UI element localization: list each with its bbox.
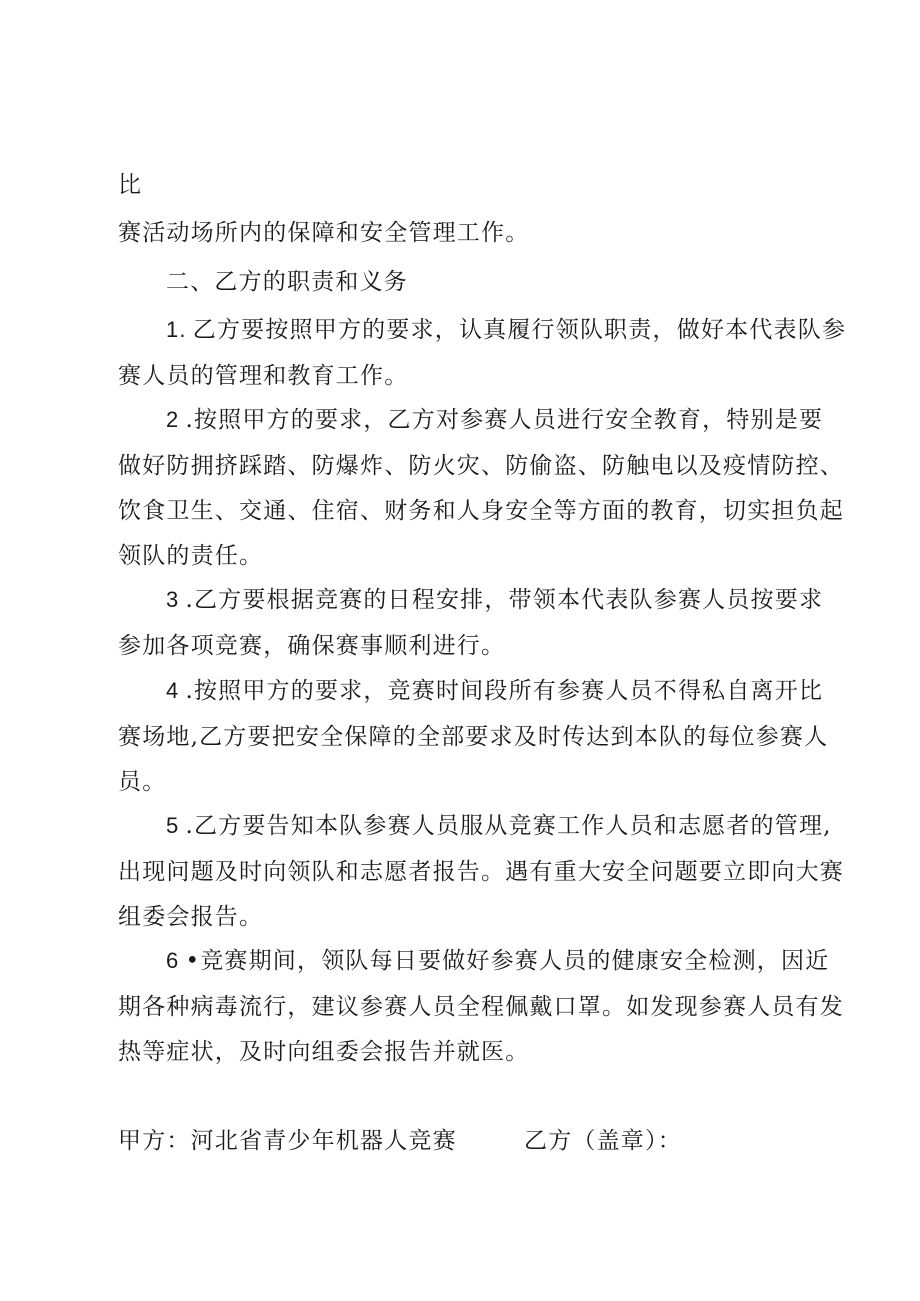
item-1-line-2: 赛人员的管理和教育工作。	[118, 363, 409, 389]
item-number: 5	[166, 813, 180, 838]
item-4-line-1	[166, 676, 823, 706]
item-5-line-2: 出现问题及时向领队和志愿者报告。遇有重大安全问题要立即向大赛	[118, 859, 844, 885]
item-2-line-4: 领队的责任。	[118, 543, 264, 569]
item-number: 4	[166, 678, 180, 703]
item-3-line-2: 参加各项竞赛，确保赛事顺利进行。	[118, 633, 506, 659]
item-text: .乙方要告知本队参赛人员服从竞赛工作人员和志愿者的管理,	[185, 813, 832, 839]
item-6-line-1	[166, 946, 829, 976]
item-number: 3	[166, 587, 180, 612]
item-6-line-3: 热等症状，及时向组委会报告并就医。	[118, 1039, 530, 1065]
item-number: 6	[166, 948, 180, 973]
signature-party-b: 乙方（盖章）：	[524, 1128, 682, 1154]
item-text: .乙方要根据竞赛的日程安排，带领本代表队参赛人员按要求	[185, 587, 824, 613]
item-2-line-3: 饮食卫生、交通、住宿、财务和人身安全等方面的教育，切实担负起	[118, 498, 844, 524]
item-text: .按照甲方的要求，竞赛时间段所有参赛人员不得私自离开比	[185, 678, 824, 704]
item-number: 2	[166, 407, 180, 432]
item-2-line-1	[166, 405, 823, 435]
item-4-line-3: 员。	[118, 769, 167, 795]
item-text: .按照甲方的要求，乙方对参赛人员进行安全教育，特别是要	[185, 407, 824, 433]
item-5-line-3: 组委会报告。	[118, 904, 264, 930]
item-text: •竞赛期间，领队每日要做好参赛人员的健康安全检测，因近	[185, 948, 830, 974]
intro-line-1: 比	[118, 172, 143, 198]
signature-party-a: 甲方：河北省青少年机器人竞赛	[118, 1128, 457, 1154]
item-5-line-1	[166, 811, 832, 841]
item-text: 乙方要按照甲方的要求，认真履行领队职责，做好本代表队参	[192, 317, 847, 343]
item-6-line-2: 期各种病毒流行，建议参赛人员全程佩戴口罩。如发现参赛人员有发	[118, 994, 844, 1020]
item-number: 1.	[166, 317, 187, 342]
item-1-line-1	[166, 315, 846, 345]
item-2-line-2: 做好防拥挤踩踏、防爆炸、防火灾、防偷盗、防触电以及疫情防控、	[118, 453, 844, 479]
item-4-line-2: 赛场地,乙方要把安全保障的全部要求及时传达到本队的每位参赛人	[118, 724, 829, 750]
intro-line-2: 赛活动场所内的保障和安全管理工作。	[118, 220, 530, 246]
item-3-line-1	[166, 585, 823, 615]
section-heading: 二、乙方的职责和义务	[166, 269, 408, 295]
